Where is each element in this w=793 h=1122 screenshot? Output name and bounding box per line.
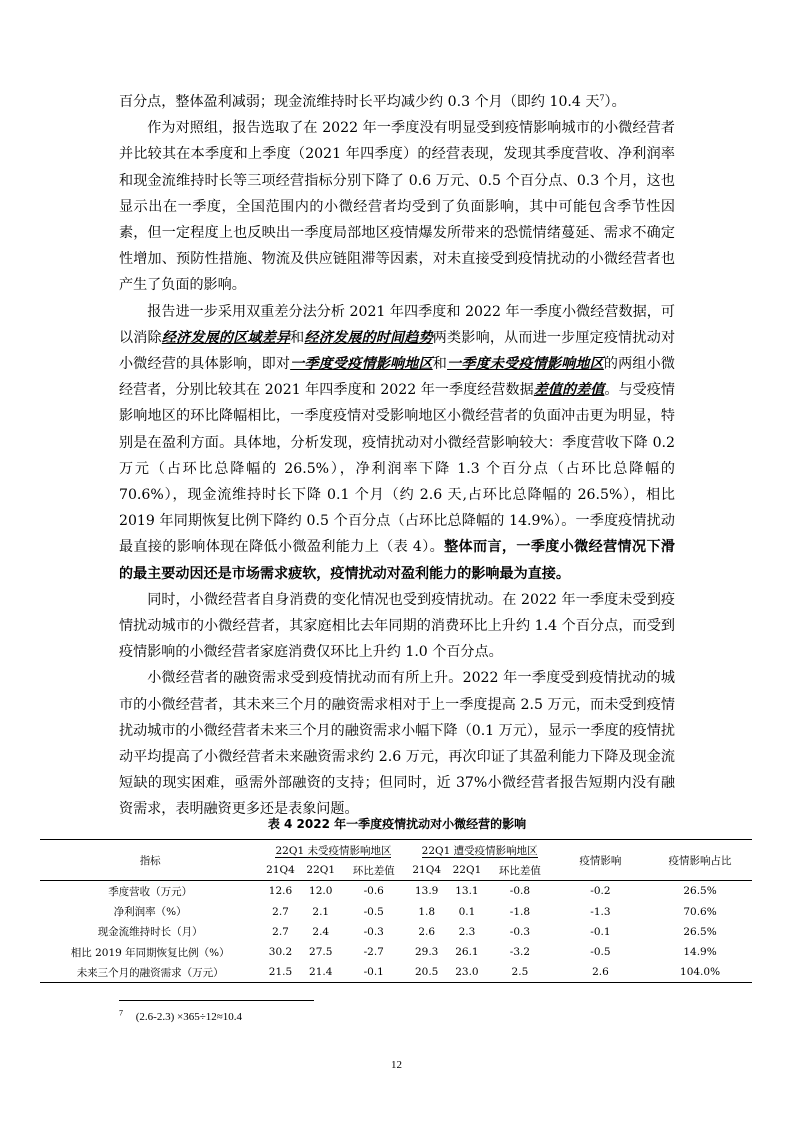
table-header-row xyxy=(40,840,752,861)
footnote-divider xyxy=(119,1000,314,1001)
table-cell: 2.4 xyxy=(312,925,330,938)
emphasis-time-trend: 经济发展的时间趋势 xyxy=(304,329,433,346)
table-caption: 表 4 2022 年一季度疫情扰动对小微经营的影响 xyxy=(267,817,527,831)
bold-conclusion: 整体而言，一季度小微经营情况下滑的最主要动因还是市场需求疲软，疫情扰动对盈利能力的影响最为直接。 xyxy=(119,539,675,582)
subheader-diff: 环比差值 xyxy=(341,860,407,881)
table-cell: 20.5 xyxy=(407,962,447,983)
row-label: 季度营收（万元） xyxy=(108,885,193,898)
table-cell: 104.0% xyxy=(648,962,752,983)
table-cell: -0.3 xyxy=(509,925,531,938)
table-cell: 27.5 xyxy=(309,946,333,959)
table-row xyxy=(40,962,752,983)
table-cell: -0.1 xyxy=(590,925,611,938)
header-indicator: 指标 xyxy=(40,840,260,881)
footnote-text: (2.6-2.3) ×365÷12≈10.4 xyxy=(135,1011,243,1023)
table-cell: 29.3 xyxy=(414,946,439,959)
subheader-q1: 22Q1 xyxy=(447,860,487,881)
emphasis-diff-in-diff: 差值的差值 xyxy=(533,382,605,399)
row-label: 相比 2019 年同期恢复比例（%） xyxy=(70,946,230,959)
table-row xyxy=(40,922,752,942)
table-cell: 2.5 xyxy=(487,962,553,983)
table-cell: 70.6% xyxy=(683,905,717,918)
subheader-q1: 22Q1 xyxy=(301,860,341,881)
table-cell: 26.5% xyxy=(683,925,717,938)
table-row xyxy=(40,942,752,962)
table-cell: 30.2 xyxy=(268,946,293,959)
emphasis-unaffected: 一季度未受疫情影响地区 xyxy=(447,356,604,373)
table-cell: 2.6 xyxy=(418,925,436,938)
table-cell: 12.6 xyxy=(268,885,293,898)
header-share: 疫情影响占比 xyxy=(648,840,752,881)
table-cell: 2.7 xyxy=(272,905,289,918)
table-cell: 2.1 xyxy=(312,905,330,918)
paragraph-5: 小微经营者的融资需求受到疫情扰动而有所上升。2022 年一季度受到疫情扰动的城市的小微经营者，其未来三个月的融资需求相对于上一季度提高 2.5 万元，而未受到疫情扰动城市的小微经营者未来三个月的融资需求小幅下降（0.1 万元），显示一季度的疫情扰动平均提高了小微经营者未来融资需求约 2.6 万元，再次印证了其盈利能力下降及现金流短缺的现实困难，亟需外部融资的支持；但同时，近 37%小微经营者报告短期内没有融资需求，表明融资更多还是表象问题。 xyxy=(119,670,675,818)
body-text xyxy=(119,89,675,823)
table-cell: -0.5 xyxy=(590,946,611,959)
table-cell: -0.1 xyxy=(341,962,407,983)
subheader-q4: 21Q4 xyxy=(407,860,447,881)
table-cell: 2.7 xyxy=(272,925,289,938)
table-cell: -0.8 xyxy=(509,885,531,898)
header-group-affected: 22Q1 遭受疫情影响地区 xyxy=(407,840,553,861)
table-cell: -2.7 xyxy=(363,946,384,959)
table-cell: 21.5 xyxy=(260,962,300,983)
paragraph-4: 同时，小微经营者自身消费的变化情况也受到疫情扰动。在 2022 年一季度未受到疫情扰动城市的小微经营者，其家庭相比去年同期的消费环比上升约 1.4 个百分点，而受到疫情影响的小微经营者家庭消费仅环比上升约 1.0 个百分点。 xyxy=(119,591,675,661)
table-cell: -0.6 xyxy=(363,885,384,898)
table-cell: 26.1 xyxy=(455,946,479,959)
table-cell: 21.4 xyxy=(301,962,341,983)
table-cell: -1.3 xyxy=(590,905,611,918)
footnote xyxy=(119,1008,243,1023)
emphasis-regional: 经济发展的区域差异 xyxy=(161,329,291,346)
footnote-ref[interactable]: 7 xyxy=(599,93,605,103)
emphasis-affected: 一季度受疫情影响地区 xyxy=(290,356,433,373)
table-row xyxy=(40,881,752,902)
paragraph-2: 作为对照组，报告选取了在 2022 年一季度没有明显受到疫情影响城市的小微经营者并比较其在本季度和上季度（2021 年四季度）的经营表现，发现其季度营收、净利润率和现金流维持时长等三项经营指标分别下降了 0.6 万元、0.5 个百分点、0.3 个月，这也显示出在一季度，全国范围内的小微经营者均受到了负面影响，其中可能包含季节性因素，但一定程度上也反映出一季度局部地区疫情爆发所带来的恐慌情绪蔓延、需求不确定性增加、预防性措施、物流及供应链阻滞等因素，对未直接受到疫情扰动的小微经营者也产生了负面的影响。 xyxy=(119,120,675,294)
table-cell: -3.2 xyxy=(509,946,531,959)
table-cell: 2.3 xyxy=(458,925,476,938)
header-impact: 疫情影响 xyxy=(553,840,648,881)
table-cell: -0.2 xyxy=(590,885,611,898)
table-cell: 13.1 xyxy=(455,885,479,898)
table-cell: 2.6 xyxy=(553,962,648,983)
paragraph-3: 报告进一步采用双重差分法分析 2021 年四季度和 2022 年一季度小微经营数据，可以消除经济发展的区域差异和经济发展的时间趋势两类影响，从而进一步厘定疫情扰动对小微经营的具体影响，即对一季度受疫情影响地区和一季度未受疫情影响地区的两组小微经营者，分别比较其在 2021 年四季度和 2022 年一季度经营数据差值的差值。与受疫情影响地区的环比降幅相比，一季度疫情对受影响地区小微经营者的负面冲击更为明显，特别是在盈利方面。具体地，分析发现，疫情扰动对小微经营影响较大：季度营收下降 0.2 万元（占环比总降幅的 26.5%），净利润率下降 1.3 个百分点（占环比总降幅的 70.6%），现金流维持时长下降 0.1 个月（约 2.6 天,占环比总降幅的 26.5%），相比 2019 年同期恢复比例下降约 0.5 个百分点（占环比总降幅的 14.9%）。一季度疫情扰动最直接的影响体现在降低小微盈利能力上（表 4）。整体而言，一季度小微经营情况下滑的最主要动因还是市场需求疲软，疫情扰动对盈利能力的影响最为直接。 xyxy=(119,303,676,582)
table-cell: 26.5% xyxy=(683,885,717,898)
row-label: 净利润率（%） xyxy=(113,906,187,919)
row-label: 现金流维持时长（月） xyxy=(97,926,203,939)
table-cell: -0.3 xyxy=(363,925,384,938)
subheader-q4: 21Q4 xyxy=(260,860,300,881)
subheader-diff: 环比差值 xyxy=(487,860,553,881)
table-cell: 14.9% xyxy=(683,946,717,959)
paragraph-1: 百分点，整体盈利减弱；现金流维持时长平均减少约 0.3 个月（即约 10.4 天$^7$）。 xyxy=(119,93,626,110)
table-cell: 12.0 xyxy=(309,885,333,898)
header-group-unaffected: 22Q1 未受疫情影响地区 xyxy=(260,840,406,861)
table-cell: 1.8 xyxy=(418,905,436,918)
impact-table xyxy=(40,839,752,983)
row-label: 未来三个月的融资需求（万元） xyxy=(40,962,260,983)
table-cell: 0.1 xyxy=(458,905,476,918)
table-cell: -1.8 xyxy=(509,905,531,918)
table-cell: -0.5 xyxy=(363,905,384,918)
page-number: 12 xyxy=(391,1059,402,1071)
footnote-number: 7 xyxy=(119,1008,123,1018)
table-cell: 23.0 xyxy=(447,962,487,983)
table-row xyxy=(40,902,752,922)
table-cell: 13.9 xyxy=(414,885,439,898)
